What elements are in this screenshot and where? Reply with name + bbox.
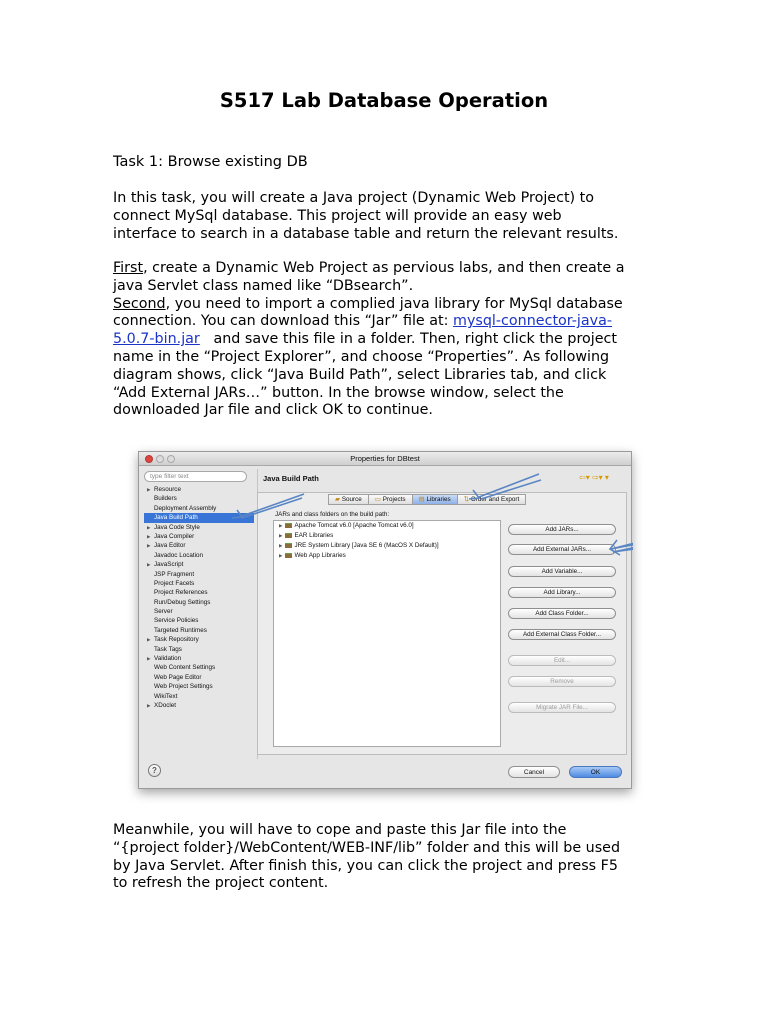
add-external-class-folder-button[interactable]: Add External Class Folder... — [508, 629, 616, 640]
tree-item-java-build-path[interactable]: Java Build Path — [144, 513, 254, 522]
jars-list — [273, 520, 501, 747]
help-icon[interactable]: ? — [148, 764, 161, 777]
dialog-title: Properties for DBtest — [350, 454, 420, 463]
tree-item[interactable]: Service Policies — [154, 617, 199, 625]
connector-download-link[interactable]: mysql-connector-java- — [453, 313, 613, 330]
step-text: java Servlet class named like “DBsearch”. — [113, 277, 414, 294]
tab-source[interactable]: ▰ Source — [328, 494, 369, 505]
jars-label: JARs and class folders on the build path: — [275, 511, 390, 518]
tree-item[interactable]: Targeted Runtimes — [154, 626, 207, 634]
close-window-icon[interactable] — [145, 455, 153, 463]
tree-item[interactable]: Web Content Settings — [154, 664, 216, 672]
outro-line: by Java Servlet. After finish this, you can click the project and press F5 — [113, 857, 618, 874]
steps-paragraph — [113, 260, 673, 420]
tree-item[interactable]: ▶ XDoclet — [144, 701, 254, 710]
expand-icon[interactable]: ▶ — [279, 543, 283, 548]
step-text: , you need to import a complied java library for MySql database — [165, 295, 623, 312]
jar-entry[interactable]: ▶ EAR Libraries — [279, 532, 334, 539]
add-class-folder-button[interactable]: Add Class Folder... — [508, 608, 616, 619]
edit-button[interactable]: Edit... — [508, 655, 616, 666]
project-icon: ▭ — [374, 496, 381, 503]
tree-item[interactable]: ▶ Task Repository — [144, 635, 254, 644]
order-icon: ⇅ — [463, 496, 469, 503]
outro-paragraph — [113, 822, 673, 893]
migrate-jar-button[interactable]: Migrate JAR File... — [508, 702, 616, 713]
cancel-button[interactable]: Cancel — [508, 766, 560, 778]
step-text: name in the “Project Explorer”, and choose “Properties”. As following — [113, 348, 610, 365]
properties-dialog-screenshot — [138, 451, 632, 789]
expand-icon[interactable]: ▶ — [279, 523, 283, 528]
add-library-button[interactable]: Add Library... — [508, 587, 616, 598]
tree-item[interactable]: Builders — [154, 495, 177, 503]
tree-item[interactable]: WikiText — [154, 692, 178, 700]
add-jars-button[interactable]: Add JARs... — [508, 524, 616, 535]
tree-item[interactable]: Javadoc Location — [154, 551, 204, 559]
panel-title: Java Build Path — [263, 474, 319, 483]
tree-item[interactable]: ▶ JavaScript — [144, 560, 254, 569]
jar-entry[interactable]: ▶ Apache Tomcat v6.0 [Apache Tomcat v6.0] — [279, 522, 414, 529]
tree-item[interactable]: Web Page Editor — [154, 673, 202, 681]
tree-item[interactable]: Project References — [154, 589, 208, 597]
second-label: Second — [113, 295, 166, 312]
tree-item[interactable]: Web Project Settings — [154, 683, 213, 691]
step-text: and save this file in a folder. Then, right click the project — [199, 331, 618, 348]
tree-item[interactable]: Deployment Assembly — [154, 504, 217, 512]
tab-projects[interactable]: ▭ Projects — [368, 494, 413, 505]
tab-libraries[interactable]: ▤ Libraries — [412, 494, 458, 505]
build-path-tabs — [329, 494, 526, 505]
remove-button[interactable]: Remove — [508, 676, 616, 687]
tab-order-and-export[interactable]: ⇅ Order and Export — [457, 494, 527, 505]
source-folder-icon: ▰ — [335, 496, 340, 503]
outro-line: Meanwhile, you will have to cope and paste this Jar file into the — [113, 822, 567, 838]
tree-item[interactable]: ▶ Java Code Style — [144, 523, 254, 532]
library-icon — [285, 553, 292, 558]
intro-line: interface to search in a database table and return the relevant results. — [113, 225, 619, 242]
step-text: downloaded Jar file and click OK to continue. — [113, 402, 433, 419]
jar-entry[interactable]: ▶ JRE System Library [Java SE 6 (MacOS X Default)] — [279, 542, 439, 549]
expand-icon[interactable]: ▶ — [279, 553, 283, 558]
back-forward-icon[interactable]: ⇦▾ ⇨▾ ▾ — [579, 473, 609, 482]
library-icon: ▤ — [418, 496, 425, 503]
maximize-window-icon[interactable] — [167, 455, 175, 463]
add-variable-button[interactable]: Add Variable... — [508, 566, 616, 577]
expand-icon[interactable]: ▶ — [279, 533, 283, 538]
filter-input[interactable]: type filter text — [144, 471, 247, 482]
intro-line: In this task, you will create a Java project (Dynamic Web Project) to — [113, 190, 595, 206]
minimize-window-icon[interactable] — [156, 455, 164, 463]
step-text: , create a Dynamic Web Project as pervious labs, and then create a — [143, 260, 625, 276]
library-icon — [285, 523, 292, 528]
tree-item[interactable]: Project Facets — [154, 579, 195, 587]
tree-item[interactable]: Server — [154, 608, 173, 616]
tree-item[interactable]: ▶ Validation — [144, 654, 254, 663]
library-icon — [285, 543, 292, 548]
page-title: S517 Lab Database Operation — [219, 89, 549, 112]
step-text: diagram shows, click “Java Build Path”, select Libraries tab, and click — [113, 366, 607, 383]
step-text: connection. You can download this “Jar” file at: — [113, 313, 454, 330]
tree-item[interactable]: ▶ Java Compiler — [144, 532, 254, 541]
jar-entry[interactable]: ▶ Web App Libraries — [279, 552, 346, 559]
tree-item[interactable]: Run/Debug Settings — [154, 598, 211, 606]
step-text: “Add External JARs…” button. In the browse window, select the — [113, 384, 564, 401]
intro-line: connect MySql database. This project will provide an easy web — [113, 207, 562, 224]
connector-download-link-cont[interactable]: 5.0.7-bin.jar — [113, 331, 200, 348]
library-icon — [285, 533, 292, 538]
tree-item[interactable]: ▶ Java Editor — [144, 541, 254, 550]
tree-item[interactable]: JSP Fragment — [154, 570, 195, 578]
outro-line: “{project folder}/WebContent/WEB-INF/lib” folder and this will be used — [113, 839, 621, 856]
tree-item[interactable]: ▶ Resource — [144, 485, 254, 494]
property-tree — [144, 485, 254, 755]
intro-paragraph — [113, 190, 673, 243]
first-label: First — [113, 260, 144, 276]
dialog-titlebar — [139, 452, 631, 466]
add-external-jars-button[interactable]: Add External JARs... — [508, 544, 616, 555]
ok-button[interactable]: OK — [569, 766, 622, 778]
tree-item[interactable]: Task Tags — [154, 645, 182, 653]
task1-heading: Task 1: Browse existing DB — [113, 154, 308, 170]
outro-line: to refresh the project content. — [113, 875, 329, 892]
